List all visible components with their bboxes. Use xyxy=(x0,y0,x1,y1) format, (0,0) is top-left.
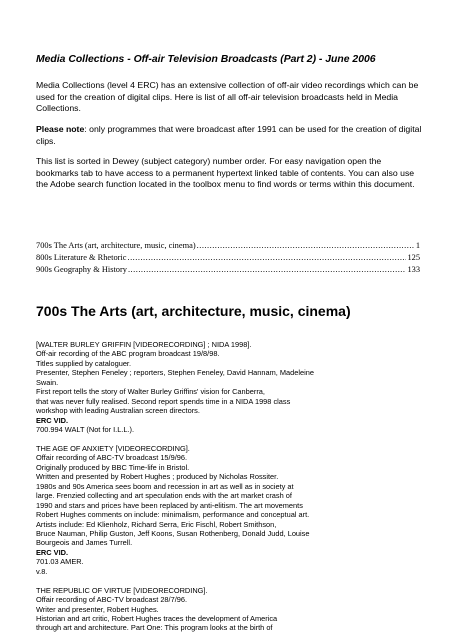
record-line: Bourgeois and James Turrell. xyxy=(36,538,133,548)
catalog-record xyxy=(36,340,436,435)
record-line: Artists include: Ed Klienholz, Richard Serra, Eric Fischl, Robert Smithson, xyxy=(36,519,277,529)
record-line: large. Frenzied collecting and art speculation ends with the art market crash of xyxy=(36,491,292,501)
record-line: Writer and presenter, Robert Hughes. xyxy=(36,604,159,614)
record-line: Titles supplied by cataloguer. xyxy=(36,358,132,368)
record-line: 1980s and 90s America sees boom and recession in art as well as in society at xyxy=(36,481,294,491)
record-line: Swain. xyxy=(36,377,59,387)
table-of-contents xyxy=(36,240,420,276)
toc-entry[interactable] xyxy=(36,252,420,264)
record-line: Bruce Nauman, Philip Guston, Jeff Koons, Susan Rothenberg, Donald Judd, Louise xyxy=(36,529,310,538)
toc-entry[interactable] xyxy=(36,264,420,276)
sort-info-paragraph: This list is sorted in Dewey (subject category) number order. For easy navigation open the bookmarks tab to have access to a permanent hypertext linked table of contents. You can also use the Adobe search function located in the toolbox menu to find words or terms within this document. xyxy=(36,156,415,190)
record-line: Offair recording of ABC-TV broadcast 15/9/96. xyxy=(36,453,188,463)
section-heading: 700s The Arts (art, architecture, music, cinema) xyxy=(36,303,351,319)
record-line: Written and presented by Robert Hughes ; produced by Nicholas Rossiter. xyxy=(36,472,279,482)
toc-entry-label[interactable]: 900s Geography & History xyxy=(36,265,127,274)
record-line: First report tells the story of Walter Burley Griffins' vision for Canberra, xyxy=(36,387,265,397)
toc-leader-dots xyxy=(128,264,406,276)
intro-paragraph: Media Collections (level 4 ERC) has an extensive collection of off-air video recordings which can be used for the creation of digital clips. Here is list of all off-air television broadcasts held in Media Collections. xyxy=(36,80,419,114)
toc-entry-page[interactable]: 133 xyxy=(407,265,420,274)
note-text: : only programmes that were broadcast after 1991 can be used for the creation of digital clips. xyxy=(36,124,422,146)
record-line: Robert Hughes comments on include: minimalism, performance and conceptual art. xyxy=(36,510,310,520)
record-line: v.8. xyxy=(36,566,48,576)
record-line: Originally produced by BBC Time-life in Bristol. xyxy=(36,462,190,472)
note-paragraph xyxy=(36,124,426,147)
document-title: Media Collections - Off-air Television Broadcasts (Part 2) - June 2006 xyxy=(36,54,376,65)
record-line: 1990 and stars and prices have been replaced by anti-elitism. The art movements xyxy=(36,500,303,510)
record-line: ERC VID. xyxy=(36,415,69,425)
record-line: that was never fully realised. Second report spends time in a NIDA 1998 class xyxy=(36,396,291,406)
record-line: Off-air recording of the ABC program broadcast 19/8/98. xyxy=(36,349,220,359)
record-line: Historian and art critic, Robert Hughes traces the development of America xyxy=(36,614,278,624)
record-line: through art and architecture. Part One: This program looks at the birth of xyxy=(36,623,273,633)
record-line: THE AGE OF ANXIETY [VIDEORECORDING]. xyxy=(36,443,190,453)
records-list xyxy=(36,340,436,642)
toc-entry-label[interactable]: 800s Literature & Rhetoric xyxy=(36,253,127,262)
record-line: 700.994 WALT (Not for I.L.L.). xyxy=(36,425,135,435)
record-line: workshop with leading Australian screen directors. xyxy=(36,406,200,416)
record-line: [WALTER BURLEY GRIFFIN [VIDEORECORDING] ; NIDA 1998]. xyxy=(36,340,252,349)
record-line: Presenter, Stephen Feneley ; reporters, Stephen Feneley, David Hannam, Madeleine xyxy=(36,368,314,378)
toc-entry-label[interactable]: 700s The Arts (art, architecture, music, cinema) xyxy=(36,241,196,250)
record-line: THE REPUBLIC OF VIRTUE [VIDEORECORDING]. xyxy=(36,585,208,595)
toc-leader-dots xyxy=(127,252,406,264)
toc-entry-page[interactable]: 125 xyxy=(407,253,420,262)
toc-leader-dots xyxy=(197,240,415,252)
record-line: ERC VID. xyxy=(36,547,69,557)
note-label: Please note xyxy=(36,124,85,134)
record-line: 701.03 AMER. xyxy=(36,557,84,567)
catalog-record xyxy=(36,586,436,633)
catalog-record xyxy=(36,444,436,576)
toc-entry[interactable] xyxy=(36,240,420,252)
record-line: Offair recording of ABC-TV broadcast 28/7/96. xyxy=(36,595,188,605)
toc-entry-page[interactable]: 1 xyxy=(415,241,420,250)
